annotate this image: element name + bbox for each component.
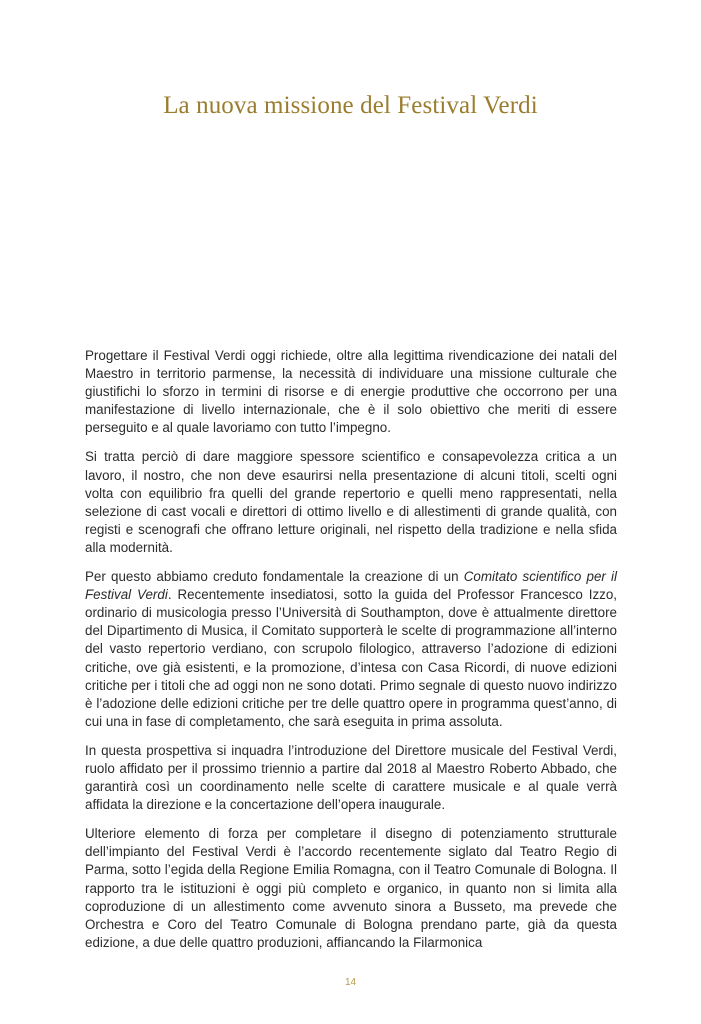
page-number: 14 [344, 977, 357, 988]
paragraph-4-text: In questa prospettiva si inquadra l’introduzione del Direttore musicale del Festival Verdi, ruolo affidato per il prossimo triennio a partire dal 2018 al Maestro Roberto Abbado, che garantirà così un coordinamento nelle scelte di carattere musicale e al quale verrà affidata la direzione e la concertazione dell’opera inaugurale. [85, 742, 617, 813]
paragraph-1-text: Progettare il Festival Verdi oggi richiede, oltre alla legittima rivendicazione dei natali del Maestro in territorio parmense, la necessità di individuare una missione culturale che giustifichi lo sforzo in termini di risorse e di energie produttive che occorrono per una manifestazione di livello internazionale, che è il solo obiettivo che meriti di essere perseguito e al quale lavoriamo con tutto l’impegno. [85, 348, 617, 436]
paragraph-2-text: Si tratta perciò di dare maggiore spessore scientifico e consapevolezza critica a un lavoro, il nostro, che non deve esaurirsi nella presentazione di alcuni titoli, scelti ogni volta con equilibrio fra quelli del grande repertorio e quelli meno rappresentati, nella selezione di cast vocali e direttori di ottimo livello e di allestimenti di grande qualità, con registi e scenografi che offrano letture originali, nel rispetto della tradizione e nella sfida alla modernità. [85, 449, 617, 555]
paragraph-5-text: Ulteriore elemento di forza per completare il disegno di potenziamento strutturale dell’impianto del Festival Verdi è l’accordo recentemente siglato dal Teatro Regio di Parma, sotto l’egida della Regione Emilia Romagna, con il Teatro Comunale di Bologna. Il rapporto tra le istituzioni è oggi più completo e organico, in quanto non si limita alla coproduzione di un allestimento come avvenuto sinora a Busseto, ma prevede che Orchestra e Coro del Teatro Comunale di Bologna prendano parte, già da questa edizione, a due delle quattro produzioni, affiancando la Filarmonica [85, 826, 617, 950]
body-text [85, 347, 617, 963]
committee-name-italic: Comitato scientifico per il Festival Verdi [85, 569, 617, 603]
page-title: La nuova missione del Festival Verdi [163, 92, 538, 119]
paragraph-3-text-start: Per questo abbiamo creduto fondamentale la creazione di un [85, 569, 464, 585]
paragraph-3-text-end: . Recentemente insediatosi, sotto la guida del Professor Francesco Izzo, ordinario di musicologia presso l’Università di Southampton, dove è attualmente direttore del Dipartimento di Musica, il Comitato supporterà le scelte di programmazione all’interno del vasto repertorio verdiano, con scrupolo filologico, attraverso l’adozione di edizioni critiche, ove già esistenti, e la promozione, d’intesa con Casa Ricordi, di nuove edizioni critiche per i titoli che ad oggi non ne sono dotati. Primo segnale di questo nuovo indirizzo è l’adozione delle edizioni critiche per tre delle quattro opere in programma quest’anno, di cui una in fase di completamento, che sarà eseguita in prima assoluta. [85, 587, 617, 729]
paragraph-4 [85, 742, 617, 814]
paragraph-3 [85, 568, 617, 731]
paragraph-5 [85, 825, 617, 952]
paragraph-2 [85, 448, 617, 557]
paragraph-1 [85, 347, 617, 437]
